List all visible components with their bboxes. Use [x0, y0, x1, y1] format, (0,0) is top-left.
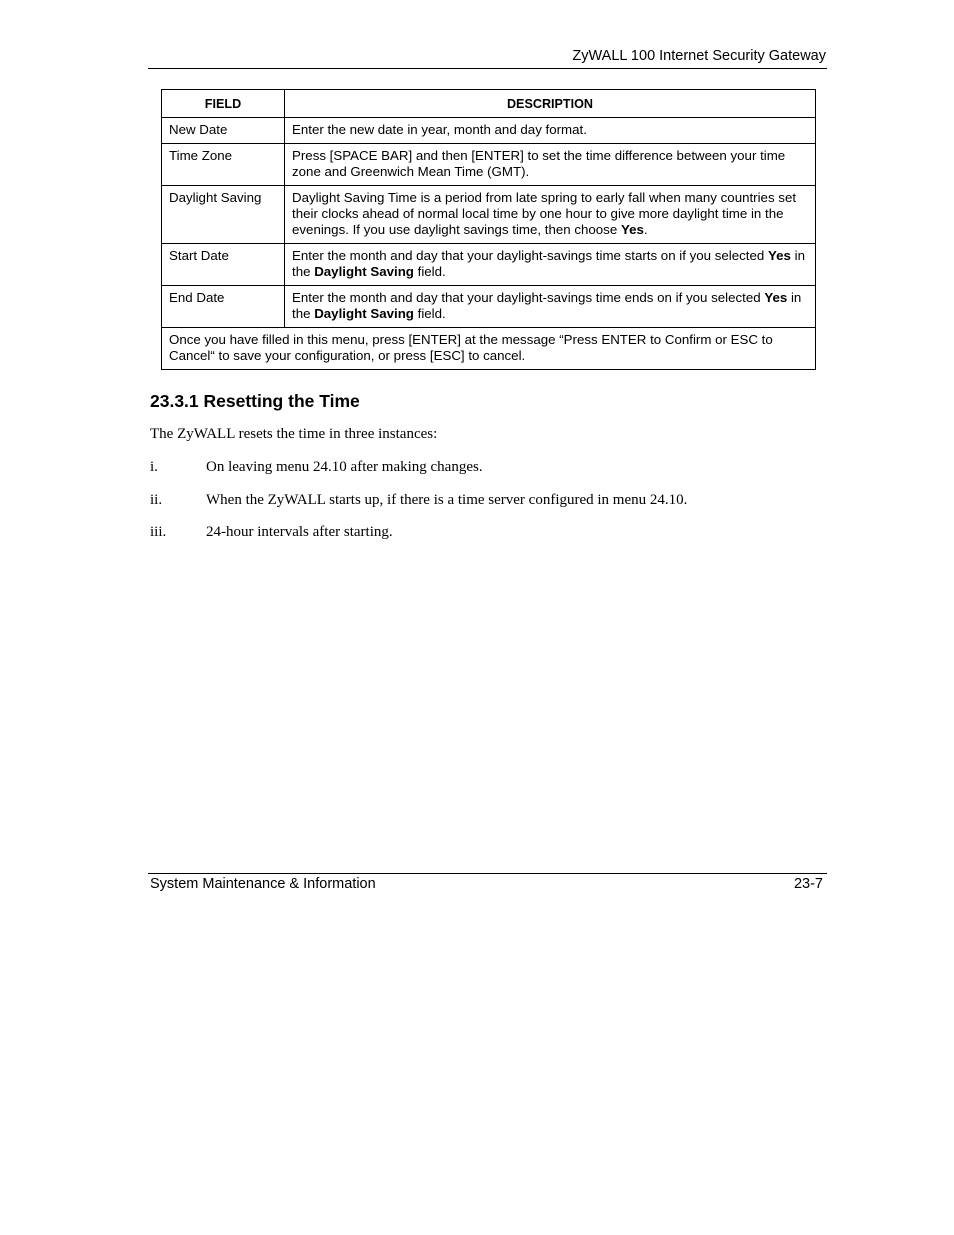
table-row	[162, 144, 816, 186]
footer-rule	[148, 873, 827, 874]
field-cell: Daylight Saving	[162, 186, 285, 244]
bold-term: Yes	[768, 248, 791, 263]
list-item-number: i.	[150, 459, 158, 475]
description-cell: Press [SPACE BAR] and then [ENTER] to set the time difference between your time zone and Greenwich Mean Time (GMT).	[285, 144, 816, 186]
table-footer-note: Once you have filled in this menu, press [ENTER] at the message “Press ENTER to Confirm or ESC to Cancel“ to save your configuration, or press [ESC] to cancel.	[162, 328, 816, 370]
header-rule	[148, 68, 827, 69]
running-header: ZyWALL 100 Internet Security Gateway	[572, 48, 826, 64]
description-cell: Daylight Saving Time is a period from late spring to early fall when many countries set their clocks ahead of normal local time by one hour to give more daylight time in the evenings. If you use daylight savings time, then choose Yes.	[285, 186, 816, 244]
description-cell: Enter the new date in year, month and day format.	[285, 118, 816, 144]
bold-term: Yes	[764, 290, 788, 305]
bold-term: Daylight Saving	[314, 264, 414, 279]
list-item: On leaving menu 24.10 after making changes.	[206, 459, 483, 475]
field-cell: Time Zone	[162, 144, 285, 186]
list-item: 24-hour intervals after starting.	[206, 524, 393, 540]
section-title: 23.3.1 Resetting the Time	[150, 391, 360, 411]
table-row	[162, 186, 816, 244]
column-header-field: FIELD	[162, 90, 285, 118]
table-row	[162, 118, 816, 144]
section-intro: The ZyWALL resets the time in three instances:	[150, 426, 438, 442]
field-cell: End Date	[162, 286, 285, 328]
field-description-table	[161, 89, 816, 370]
bold-term: Daylight Saving	[314, 306, 414, 321]
footer-chapter-title: System Maintenance & Information	[150, 876, 376, 892]
table-footer-row	[162, 328, 816, 370]
table-row	[162, 244, 816, 286]
list-item-number: ii.	[150, 492, 163, 508]
field-cell: Start Date	[162, 244, 285, 286]
table-row	[162, 286, 816, 328]
column-header-description: DESCRIPTION	[285, 90, 816, 118]
field-cell: New Date	[162, 118, 285, 144]
list-item: When the ZyWALL starts up, if there is a time server configured in menu 24.10.	[206, 492, 688, 508]
page-number: 23-7	[793, 876, 823, 892]
description-cell: Enter the month and day that your daylight-savings time ends on if you selected Yes in the Daylight Saving field.	[285, 286, 816, 328]
list-item-number: iii.	[150, 524, 167, 540]
bold-term: Yes	[620, 222, 644, 237]
description-cell: Enter the month and day that your daylight-savings time starts on if you selected Yes in the Daylight Saving field.	[285, 244, 816, 286]
table-header-row	[162, 90, 816, 118]
